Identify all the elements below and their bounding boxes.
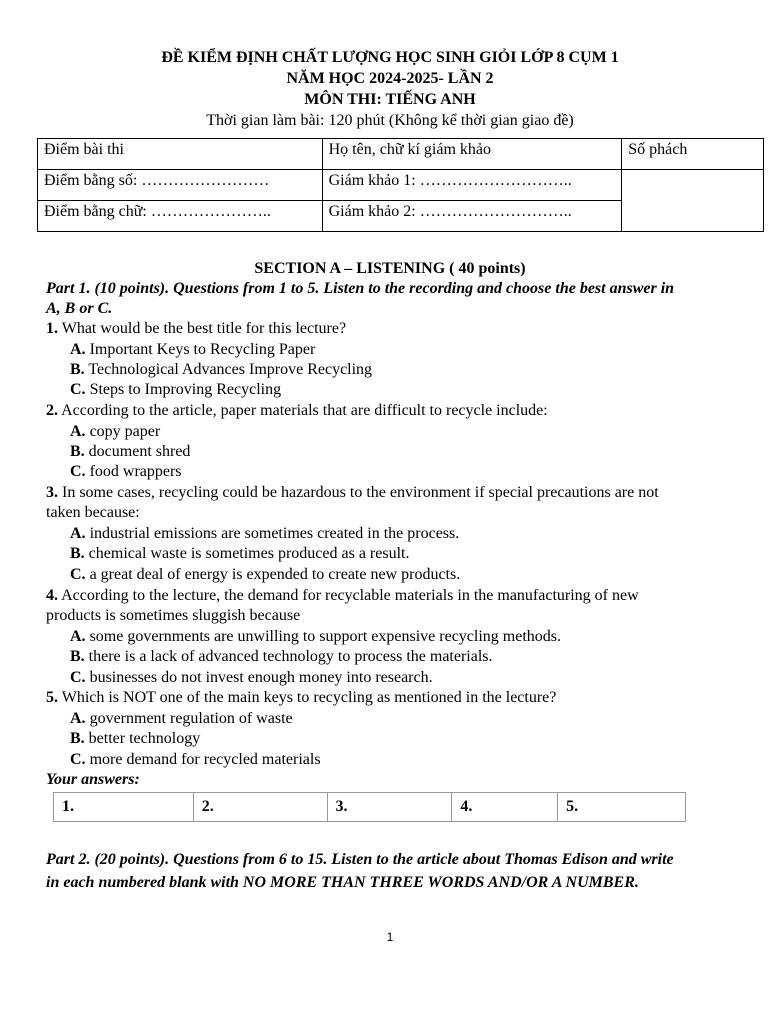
option-letter: C. bbox=[70, 381, 86, 398]
option-text: businesses do not invest enough money into research. bbox=[85, 669, 433, 686]
section-a-title: SECTION A – LISTENING ( 40 points) bbox=[254, 260, 526, 277]
score-words-field: Điểm bằng chữ: ………………….. bbox=[38, 201, 323, 232]
option-letter: A. bbox=[70, 628, 86, 645]
question-1 bbox=[46, 319, 346, 339]
time-allowed: Thời gian làm bài: 120 phút (Không kể thời gian giao đề) bbox=[206, 112, 574, 129]
option-letter: B. bbox=[70, 443, 85, 460]
part1-instruction-line1: Part 1. (10 points). Questions from 1 to 5. Listen to the recording and choose the best answer in bbox=[46, 280, 675, 297]
option-letter: A. bbox=[70, 423, 86, 440]
question-number: 3. bbox=[46, 484, 58, 501]
option bbox=[70, 380, 281, 400]
option-text: there is a lack of advanced technology to process the materials. bbox=[84, 648, 493, 665]
question-text: Which is NOT one of the main keys to recycling as mentioned in the lecture? bbox=[58, 689, 557, 706]
part1-instruction-line2: A, B or C. bbox=[46, 300, 113, 317]
question-5 bbox=[46, 688, 556, 708]
option bbox=[70, 544, 409, 564]
option-text: document shred bbox=[84, 443, 191, 460]
option-text: food wrappers bbox=[85, 463, 182, 480]
option-letter: B. bbox=[70, 545, 85, 562]
option-letter: C. bbox=[70, 566, 86, 583]
option bbox=[70, 462, 182, 482]
option-letter: B. bbox=[70, 361, 85, 378]
option-text: Steps to Improving Recycling bbox=[85, 381, 282, 398]
score-number-field: Điểm bằng số: …………………… bbox=[38, 170, 323, 201]
code-cell bbox=[622, 170, 764, 232]
option-text: industrial emissions are sometimes created in the process. bbox=[85, 525, 460, 542]
option-text: some governments are unwilling to support expensive recycling methods. bbox=[85, 628, 562, 645]
option-text: better technology bbox=[84, 730, 201, 747]
option bbox=[70, 565, 460, 585]
score-header: Điểm bài thi bbox=[38, 139, 323, 170]
option-letter: C. bbox=[70, 463, 86, 480]
option-text: copy paper bbox=[85, 423, 161, 440]
option bbox=[70, 422, 160, 442]
school-year: NĂM HỌC 2024-2025- LẦN 2 bbox=[286, 70, 494, 87]
option-text: Important Keys to Recycling Paper bbox=[85, 341, 316, 358]
question-number: 2. bbox=[46, 402, 58, 419]
exam-title: ĐỀ KIỂM ĐỊNH CHẤT LƯỢNG HỌC SINH GIỎI LỚP 8 CỤM 1 bbox=[161, 49, 619, 66]
question-number: 4. bbox=[46, 587, 58, 604]
option bbox=[70, 668, 433, 688]
option bbox=[70, 729, 200, 749]
question-text: According to the article, paper materials that are difficult to recycle include: bbox=[58, 402, 548, 419]
question-2 bbox=[46, 401, 548, 421]
option-letter: B. bbox=[70, 648, 85, 665]
examiner-2-field: Giám khảo 2: ……………………….. bbox=[322, 201, 622, 232]
option bbox=[70, 340, 315, 360]
question-text: According to the lecture, the demand for recyclable materials in the manufacturing of new bbox=[58, 587, 639, 604]
question-4 bbox=[46, 586, 639, 606]
part2-instruction-line1: Part 2. (20 points). Questions from 6 to 15. Listen to the article about Thomas Edison and write bbox=[46, 851, 674, 868]
option-letter: B. bbox=[70, 730, 85, 747]
answer-cell-4[interactable]: 4. bbox=[452, 793, 558, 822]
examiner-1-field: Giám khảo 1: ……………………….. bbox=[322, 170, 622, 201]
question-text: In some cases, recycling could be hazardous to the environment if special precautions are not bbox=[58, 484, 659, 501]
page-number: 1 bbox=[386, 930, 394, 944]
option bbox=[70, 360, 372, 380]
option bbox=[70, 442, 190, 462]
option-text: chemical waste is sometimes produced as a result. bbox=[84, 545, 410, 562]
option-text: Technological Advances Improve Recycling bbox=[84, 361, 373, 378]
score-table bbox=[37, 138, 764, 232]
subject: MÔN THI: TIẾNG ANH bbox=[304, 91, 476, 108]
option-letter: C. bbox=[70, 669, 86, 686]
question-number: 5. bbox=[46, 689, 58, 706]
examiner-header: Họ tên, chữ kí giám khảo bbox=[322, 139, 622, 170]
question-number: 1. bbox=[46, 320, 58, 337]
option-letter: A. bbox=[70, 525, 86, 542]
option bbox=[70, 647, 493, 667]
option-text: more demand for recycled materials bbox=[85, 751, 321, 768]
option bbox=[70, 750, 321, 770]
question-4-continued: products is sometimes sluggish because bbox=[46, 607, 301, 624]
answer-table bbox=[53, 792, 686, 822]
answer-cell-5[interactable]: 5. bbox=[558, 793, 686, 822]
option-letter: C. bbox=[70, 751, 86, 768]
your-answers-label: Your answers: bbox=[46, 771, 140, 788]
question-3-continued: taken because: bbox=[46, 504, 140, 521]
question-text: What would be the best title for this lecture? bbox=[58, 320, 347, 337]
code-header: Số phách bbox=[622, 139, 764, 170]
option bbox=[70, 709, 293, 729]
option-text: government regulation of waste bbox=[85, 710, 293, 727]
option-text: a great deal of energy is expended to create new products. bbox=[85, 566, 461, 583]
option bbox=[70, 627, 561, 647]
option bbox=[70, 524, 459, 544]
answer-cell-2[interactable]: 2. bbox=[193, 793, 327, 822]
answer-cell-3[interactable]: 3. bbox=[327, 793, 452, 822]
part2-instruction-line2: in each numbered blank with NO MORE THAN THREE WORDS AND/OR A NUMBER. bbox=[46, 874, 639, 891]
question-3 bbox=[46, 483, 659, 503]
answer-cell-1[interactable]: 1. bbox=[54, 793, 194, 822]
option-letter: A. bbox=[70, 341, 86, 358]
option-letter: A. bbox=[70, 710, 86, 727]
